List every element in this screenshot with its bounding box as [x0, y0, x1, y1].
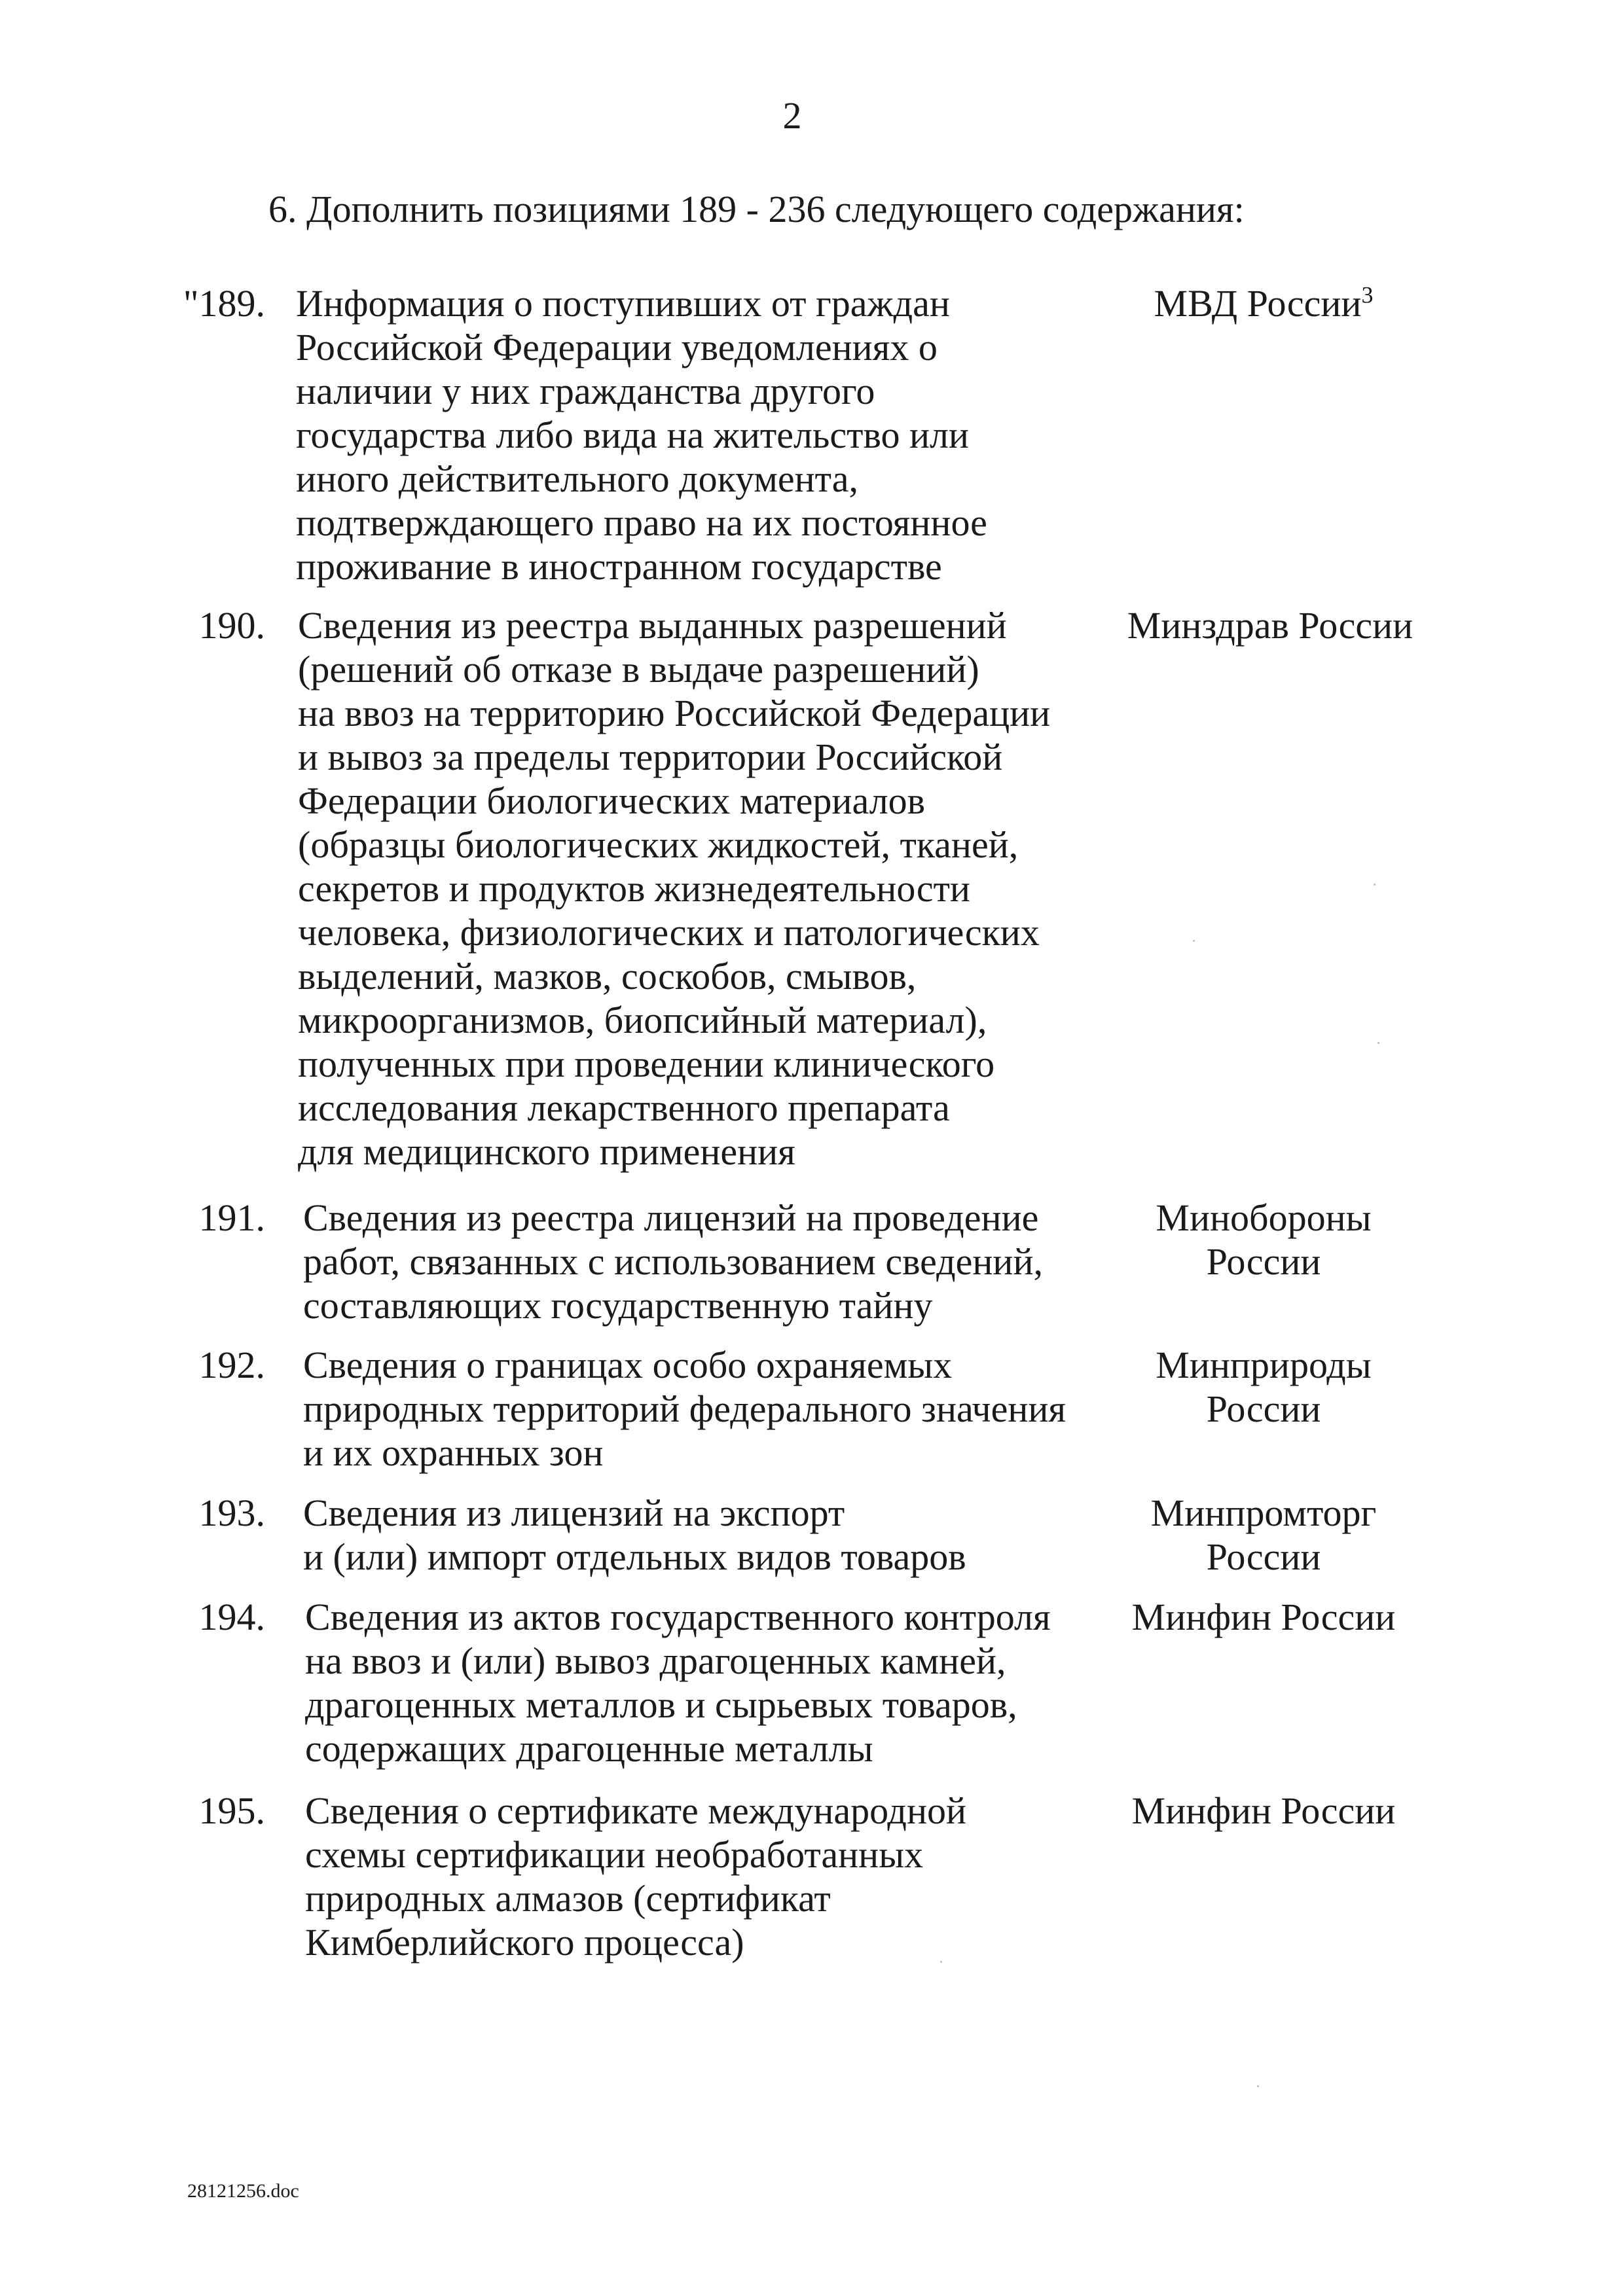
item-agency: Минздрав России: [1127, 604, 1413, 647]
scan-speck: [940, 1961, 942, 1963]
item-agency: [1074, 281, 1453, 325]
item-description: Сведения из актов государственного контроля на ввоз и (или) вывоз драгоценных камней, драгоценных металлов и сырьевых товаров, содержащих драгоценные металлы: [305, 1596, 1051, 1770]
item-description: Сведения из реестра лицензий на проведение работ, связанных с использованием сведений, составляющих государственную тайну: [303, 1196, 1044, 1327]
intro-paragraph: 6. Дополнить позициями 189 - 236 следующего содержания:: [268, 188, 1245, 230]
agency-name: МВД России: [1154, 282, 1362, 325]
item-number: "189.: [183, 282, 265, 325]
item-agency: Минпромторг России: [1150, 1492, 1377, 1578]
item-agency: Минобороны России: [1156, 1196, 1372, 1283]
item-number: 192.: [198, 1344, 265, 1386]
footnote-marker: 3: [1361, 281, 1374, 308]
scan-speck: [1257, 2085, 1259, 2087]
item-description: Сведения о сертификате международной схемы сертификации необработанных природных алмазов (сертификат Кимберлийского процесса): [305, 1789, 967, 1964]
item-number: 191.: [198, 1196, 265, 1239]
item-agency: Минфин России: [1131, 1596, 1396, 1638]
item-agency: Минфин России: [1131, 1789, 1396, 1832]
item-number: 195.: [198, 1789, 265, 1832]
item-description: Сведения из лицензий на экспорт и (или) импорт отдельных видов товаров: [303, 1492, 966, 1578]
document-filename: 28121256.doc: [187, 2180, 299, 2202]
item-number: 190.: [198, 604, 265, 647]
item-number: 193.: [198, 1492, 265, 1534]
scan-speck: [1193, 940, 1195, 942]
item-description: Сведения о границах особо охраняемых природных территорий федерального значения и их охранных зон: [303, 1344, 1067, 1474]
scan-speck: [1374, 884, 1376, 886]
item-agency: Минприроды России: [1156, 1344, 1372, 1430]
item-number: 194.: [198, 1596, 265, 1638]
item-description: Информация о поступивших от граждан Российской Федерации уведомлениях о наличии у них гражданства другого государства либо вида на жительство или иного действительного документа, подтверждающего право на их постоянное проживание в иностранном государстве: [296, 282, 987, 588]
item-description: Сведения из реестра выданных разрешений (решений об отказе в выдаче разрешений) на ввоз на территорию Российской Федерации и вывоз за пределы территории Российской Федерации биологических материалов (образцы биологических жидкостей, тканей, секретов и продуктов жизнедеятельности человека, физиологических и патологических выделений, мазков, соскобов, смывов, микроорганизмов, биопсийный материал), полученных при проведении клинического исследования лекарственного препарата для медицинского применения: [298, 604, 1051, 1173]
scan-speck: [1377, 1042, 1379, 1044]
page-number: 2: [782, 94, 802, 137]
